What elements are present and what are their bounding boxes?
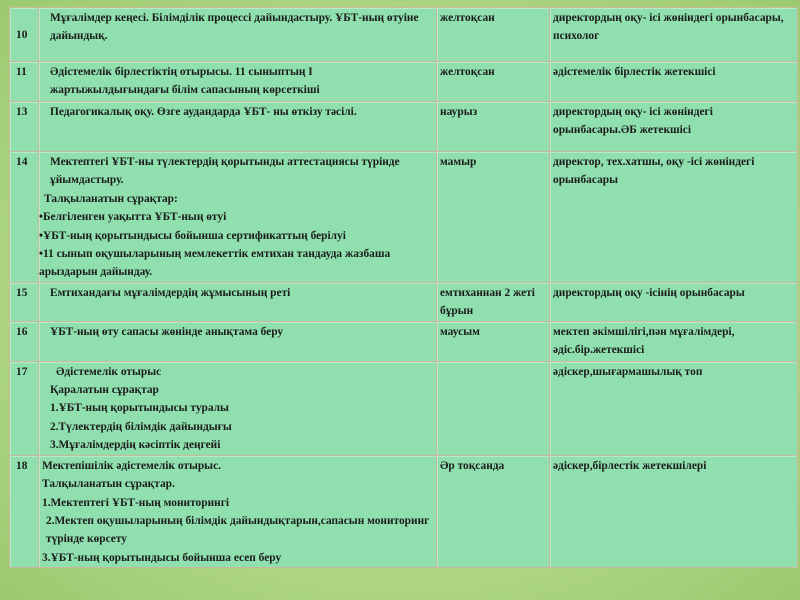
bullet-item: •ҰБТ-ның қорытындысы бойынша сертификаттың берілуі bbox=[39, 229, 346, 242]
bullet-item: •Белгіленген уақытта ҰБТ-ның өтуі bbox=[39, 211, 227, 224]
row-number: 11 bbox=[10, 62, 39, 102]
date-cell: наурыз bbox=[437, 102, 550, 152]
responsible-cell: директордың оқу- ісі жөніндегі орынбасары, психолог bbox=[550, 8, 798, 62]
table-row bbox=[10, 282, 798, 321]
event-cell bbox=[39, 321, 437, 361]
row-number: 17 bbox=[10, 361, 39, 455]
list-item: 2.Мектеп оқушыларының білімдік дайындықтарын,сапасын мониторинг түрінде көрсету bbox=[46, 514, 430, 546]
row-number: 14 bbox=[10, 152, 39, 283]
responsible-cell: директордың оқу- ісі жөніндегі орынбасары.ӘБ жетекшісі bbox=[550, 102, 798, 152]
table-row bbox=[10, 361, 798, 455]
event-cell bbox=[39, 102, 437, 152]
list-item: 2.Түлектердің білімдік дайындығы bbox=[50, 420, 232, 433]
event-subheading: Талқыланатын сұрақтар: bbox=[44, 192, 178, 205]
plan-table bbox=[9, 7, 798, 568]
row-number: 16 bbox=[10, 321, 39, 361]
table-row bbox=[10, 62, 798, 102]
event-text: Педагогикалық оқу. Өзге аудандарда ҰБТ- ны өткізу тәсілі. bbox=[50, 106, 357, 118]
row-number: 18 bbox=[10, 455, 39, 567]
responsible-cell: директор, тех.хатшы, оқу -ісі жөніндегі орынбасары bbox=[550, 152, 798, 283]
event-cell bbox=[39, 455, 437, 567]
event-text: Емтихандағы мұғалімдердің жұмысының реті bbox=[50, 286, 291, 299]
table-row bbox=[10, 102, 798, 152]
responsible-cell: әдістемелік бірлестік жетекшісі bbox=[550, 62, 798, 102]
row-number: 13 bbox=[10, 102, 39, 152]
date-cell: Әр тоқсанда bbox=[437, 455, 550, 567]
event-title: Әдістемелік отырыс bbox=[56, 365, 162, 378]
list-item: 3.Мұғалімдердің кәсіптік деңгейі bbox=[50, 439, 221, 452]
list-item: 3.ҰБТ-ның қорытындысы бойынша есеп беру bbox=[42, 551, 282, 564]
event-cell bbox=[39, 282, 437, 321]
event-title: Мектептегі ҰБТ-ны түлектердің қорытынды аттестациясы түрінде ұйымдастыру. bbox=[50, 156, 400, 187]
date-cell: мамыр bbox=[437, 152, 550, 283]
event-title: Мектепішілік әдістемелік отырыс. bbox=[42, 459, 221, 472]
list-item: 1.Мектептегі ҰБТ-ның мониторингі bbox=[42, 496, 230, 509]
table-row bbox=[10, 321, 798, 361]
event-cell bbox=[39, 8, 437, 62]
responsible-cell: мектеп әкімшілігі,пән мұғалімдері, әдіс.бір.жетекшісі bbox=[550, 321, 798, 361]
date-cell: желтоқсан bbox=[437, 62, 550, 102]
event-subheading: Қаралатын сұрақтар bbox=[50, 384, 159, 397]
event-text: ҰБТ-ның өту сапасы жөнінде анықтама беру bbox=[50, 325, 284, 338]
row-number: 15 bbox=[10, 282, 39, 321]
event-cell bbox=[39, 361, 437, 455]
date-cell: емтиханнан 2 жеті бұрын bbox=[437, 282, 550, 321]
event-cell bbox=[39, 62, 437, 102]
event-subheading: Талқыланатын сұрақтар. bbox=[42, 478, 175, 491]
responsible-cell: әдіскер,бірлестік жетекшілері bbox=[550, 455, 798, 567]
event-text: Мұғалімдер кеңесі. Білімділік процессі дайындастыру. ҰБТ-ның өтуіне дайындық. bbox=[50, 12, 419, 43]
table-row bbox=[10, 455, 798, 567]
row-number: 10 bbox=[10, 8, 39, 62]
bullet-item: •11 сынып оқушыларының мемлекеттік емтихан тандауда жазбаша арыздарын дайындау. bbox=[39, 248, 391, 279]
table-row bbox=[10, 8, 798, 62]
table-row bbox=[10, 152, 798, 283]
responsible-cell: директордың оқу -ісінің орынбасары bbox=[550, 282, 798, 321]
date-cell bbox=[437, 361, 550, 455]
date-cell: маусым bbox=[437, 321, 550, 361]
list-item: 1.ҰБТ-ның қорытындысы туралы bbox=[50, 402, 229, 415]
event-cell bbox=[39, 152, 437, 283]
date-cell: желтоқсан bbox=[437, 8, 550, 62]
responsible-cell: әдіскер,шығармашылық топ bbox=[550, 361, 798, 455]
event-text: Әдістемелік бірлестіктің отырысы. 11 сыныптың І жартыжылдығындағы білім сапасының көрсеткіші bbox=[50, 66, 320, 97]
